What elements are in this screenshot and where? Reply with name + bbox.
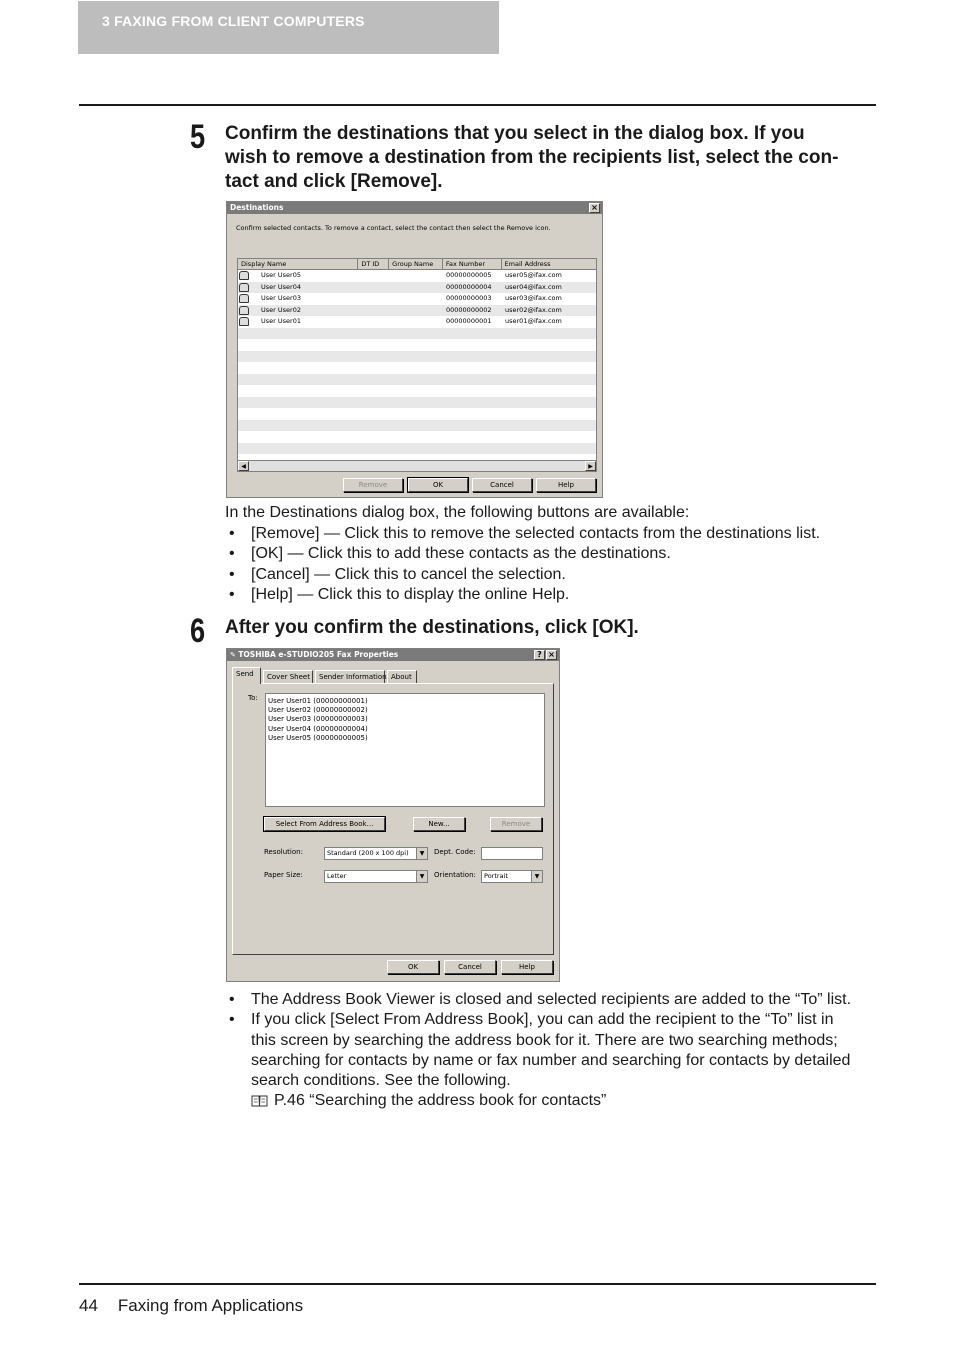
chapter-title: 3 FAXING FROM CLIENT COMPUTERS (102, 13, 365, 29)
paper-size-label: Paper Size: (264, 871, 303, 879)
table-row[interactable]: User User04 00000000004 user04@ifax.com (238, 282, 596, 294)
bottom-rule (79, 1283, 876, 1285)
page-footer (79, 1296, 303, 1316)
empty-row (238, 397, 596, 409)
dept-code-label: Dept. Code: (434, 848, 476, 856)
dialog-titlebar: ✎ TOSHIBA e-STUDIO205 Fax Properties ? × (227, 649, 559, 661)
send-tab-panel (232, 683, 554, 955)
step-number-5: 5 (190, 118, 206, 156)
page-reference: P.46 “Searching the address book for contacts” (251, 1091, 889, 1111)
list-item: • The Address Book Viewer is closed and selected recipients are added to the “To” list. (229, 991, 852, 1008)
tab-cover-sheet[interactable]: Cover Sheet (263, 670, 313, 683)
column-fax-number[interactable]: Fax Number (443, 259, 502, 269)
list-item: • [Remove] — Click this to remove the selected contacts from the destinations list. (229, 525, 821, 542)
tab-send[interactable]: Send (232, 667, 261, 684)
close-icon[interactable]: × (546, 650, 557, 660)
new-button[interactable]: New... (413, 817, 465, 831)
result-notes-list (229, 990, 889, 1112)
empty-row (238, 351, 596, 363)
column-dtid[interactable]: DT ID (358, 259, 389, 269)
chevron-down-icon[interactable]: ▼ (416, 848, 427, 859)
step-5-intro: In the Destinations dialog box, the following buttons are available: (225, 504, 690, 521)
orientation-label: Orientation: (434, 871, 476, 879)
column-email-address[interactable]: Email Address (504, 260, 551, 268)
cancel-button[interactable]: Cancel (444, 960, 496, 974)
empty-row (238, 420, 596, 432)
table-row[interactable]: User User03 00000000003 user03@ifax.com (238, 293, 596, 305)
empty-row (238, 362, 596, 374)
column-group-name[interactable]: Group Name (389, 259, 443, 269)
step-6-title: After you confirm the destinations, click [OK]. (225, 617, 639, 638)
dialog-instruction: Confirm selected contacts. To remove a contact, select the contact then select the Remove icon. (236, 224, 551, 232)
contact-icon (239, 317, 249, 326)
list-header (238, 259, 596, 270)
table-row[interactable]: User User02 00000000002 user02@ifax.com (238, 305, 596, 317)
help-button[interactable]: Help (536, 478, 596, 492)
remove-button[interactable]: Remove (343, 478, 403, 492)
ok-button[interactable]: OK (387, 960, 439, 974)
cancel-button[interactable]: Cancel (472, 478, 532, 492)
orientation-select[interactable]: Portrait ▼ (481, 870, 543, 883)
empty-row (238, 374, 596, 386)
list-item[interactable]: User User02 (00000000002) (268, 706, 368, 715)
empty-row (238, 328, 596, 340)
footer-section-title: Faxing from Applications (117, 1296, 304, 1315)
horizontal-scrollbar[interactable] (237, 460, 597, 472)
button-descriptions-list (229, 524, 889, 605)
resolution-select[interactable]: Standard (200 x 100 dpi) ▼ (324, 847, 428, 860)
list-item: • [Cancel] — Click this to cancel the selection. (229, 565, 566, 583)
column-display-name[interactable]: Display Name (238, 259, 358, 269)
step-number-6: 6 (190, 612, 206, 650)
empty-row (238, 339, 596, 351)
empty-row (238, 385, 596, 397)
contact-icon (239, 294, 249, 303)
paper-size-select[interactable]: Letter ▼ (324, 870, 428, 883)
chevron-down-icon[interactable]: ▼ (531, 871, 542, 882)
table-row[interactable]: User User01 00000000001 user01@ifax.com (238, 316, 596, 328)
top-rule (79, 104, 876, 106)
dept-code-field[interactable] (481, 847, 543, 860)
select-from-address-book-button[interactable]: Select From Address Book... (264, 817, 385, 831)
printer-icon: ✎ (230, 651, 239, 659)
empty-row (238, 431, 596, 443)
book-icon (251, 1094, 268, 1107)
scroll-right-icon[interactable]: ▶ (585, 461, 596, 471)
list-item[interactable]: User User03 (00000000003) (268, 715, 368, 724)
help-icon[interactable]: ? (534, 650, 545, 660)
contact-icon (239, 271, 249, 280)
fax-properties-dialog (226, 648, 560, 982)
step-5-title: Confirm the destinations that you select in the dialog box. If you wish to remove a destination from the recipients list, select the con- tact and click [Remove]. (225, 123, 839, 192)
to-recipient-list[interactable] (265, 693, 545, 807)
tab-sender-information[interactable]: Sender Information (315, 670, 385, 683)
ok-button[interactable]: OK (408, 478, 468, 492)
empty-row (238, 443, 596, 455)
resolution-label: Resolution: (264, 848, 303, 856)
empty-row (238, 408, 596, 420)
list-item[interactable]: User User01 (00000000001) (268, 697, 368, 705)
chevron-down-icon[interactable]: ▼ (416, 871, 427, 882)
close-icon[interactable]: × (589, 203, 600, 213)
destinations-dialog (226, 201, 603, 498)
to-label: To: (248, 694, 258, 702)
chapter-header-tab (78, 1, 499, 54)
list-item: • [Help] — Click this to display the online Help. (229, 585, 570, 603)
contact-icon (239, 306, 249, 315)
page-number: 44 (79, 1296, 98, 1315)
remove-button[interactable]: Remove (490, 817, 542, 831)
help-button[interactable]: Help (501, 960, 553, 974)
list-item: • [OK] — Click this to add these contacts as the destinations. (229, 545, 671, 563)
tab-about[interactable]: About (387, 670, 417, 683)
list-item[interactable]: User User04 (00000000004) (268, 724, 368, 733)
list-item[interactable]: User User05 (00000000005) (268, 733, 368, 742)
dialog-titlebar: Destinations × (227, 202, 602, 214)
contact-icon (239, 283, 249, 292)
scroll-left-icon[interactable]: ◀ (238, 461, 249, 471)
list-item: • If you click [Select From Address Book], you can add the recipient to the “To” list in this screen by searching the address book for it. There are two searching methods; searching for contacts by name or fax number and searching for contacts by detailed search conditions. See the following. P.46 “Searching the address book for contacts” (229, 1010, 889, 1111)
table-row[interactable]: User User05 00000000005 user05@ifax.com (238, 270, 596, 282)
destinations-list[interactable] (237, 258, 597, 472)
